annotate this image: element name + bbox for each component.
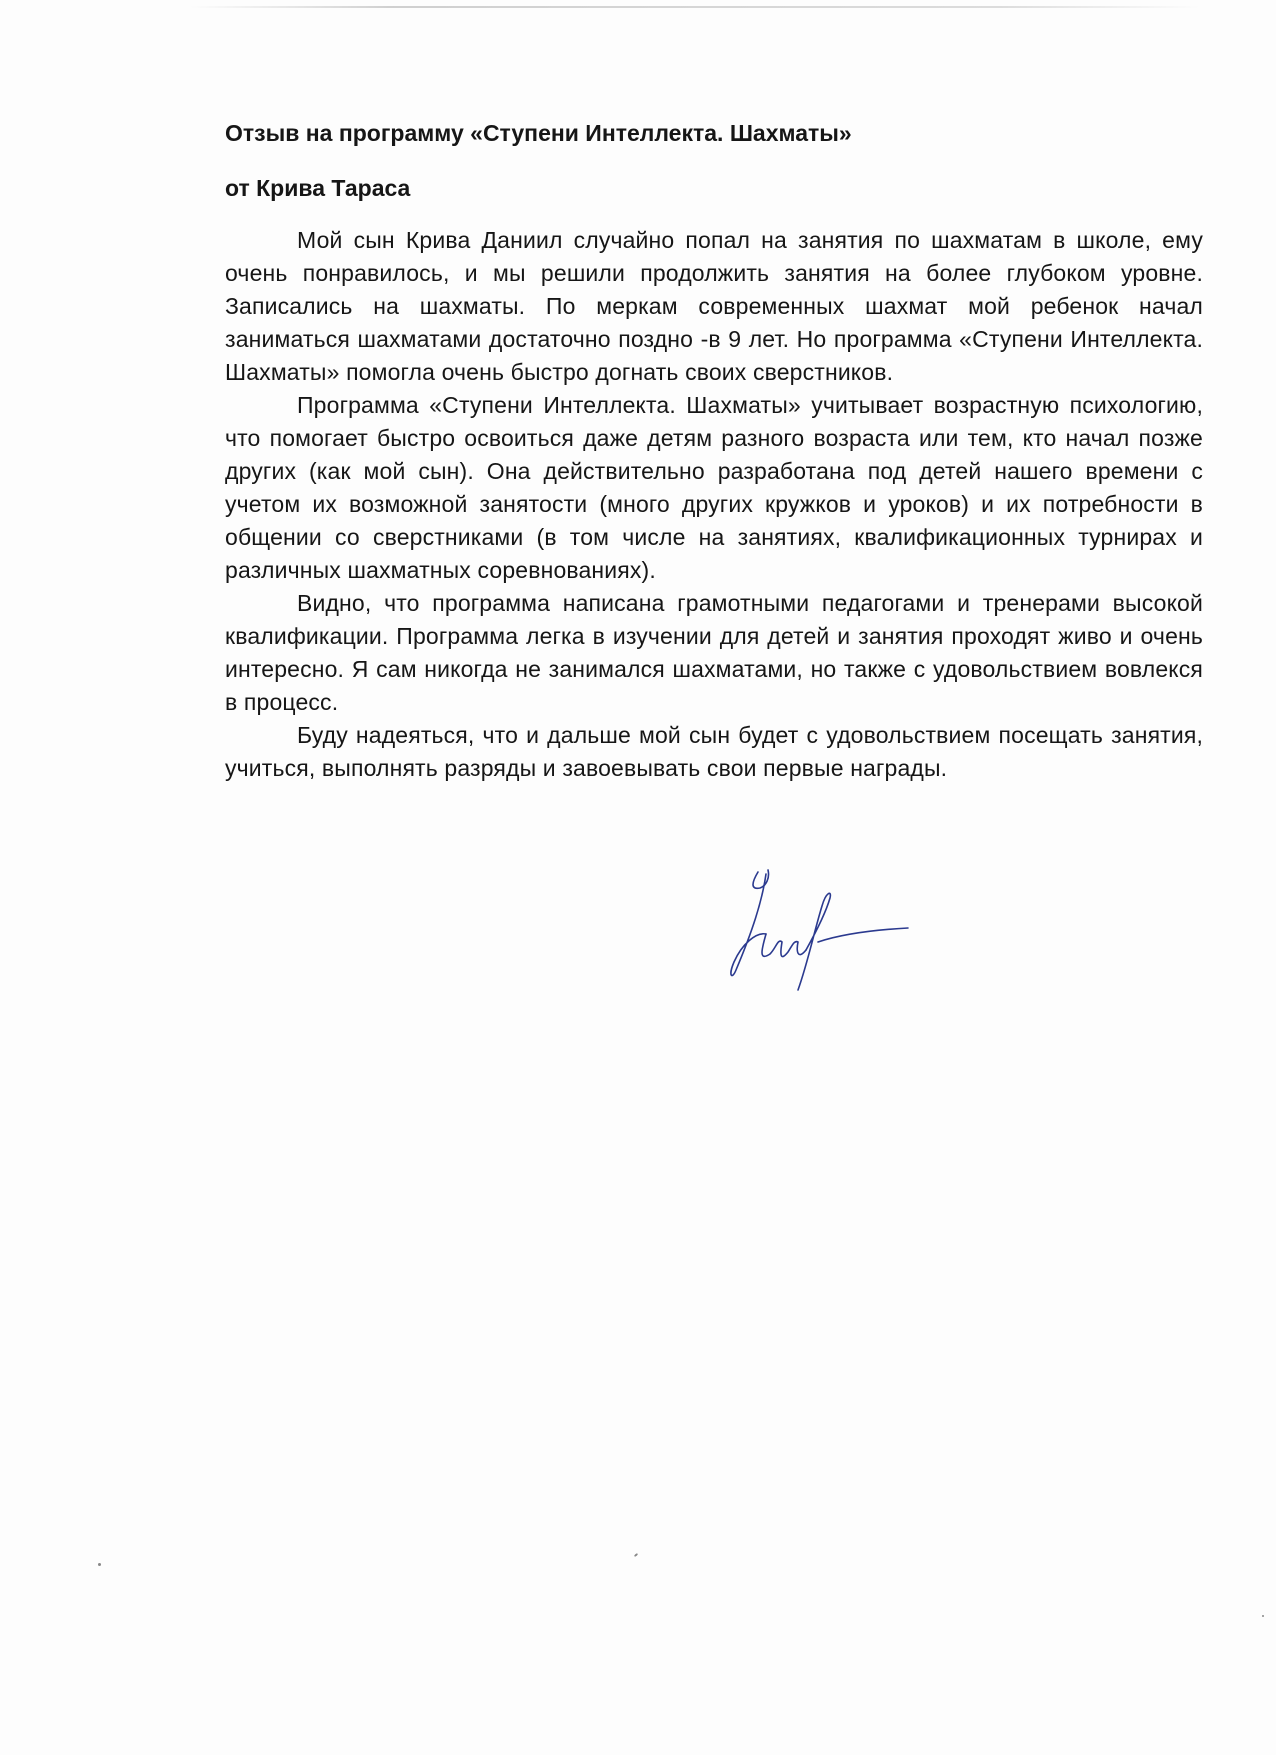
paragraph-2: Программа «Ступени Интеллекта. Шахматы» учитывает возрастную психологию, что помогает быстро освоиться даже детям разного возраста или тем, кто начал позже других (как мой сын). Она действительно разработана под детей нашего времени с учетом их возможной занятости (много других кружков и уроков) и их потребности в общении со сверстниками (в том числе на занятиях, квалификационных турнирах и различных шахматных соревнованиях). (225, 392, 1203, 583)
handwritten-signature (722, 862, 912, 992)
scan-speck (634, 1553, 638, 1557)
scan-speck (1262, 1615, 1264, 1617)
paragraph-4: Буду надеяться, что и дальше мой сын будет с удовольствием посещать занятия, учиться, выполнять разряды и завоевывать свои первые награды. (225, 722, 1203, 781)
scan-speck (98, 1563, 101, 1566)
paragraph-3: Видно, что программа написана грамотными педагогами и тренерами высокой квалификации. Программа легка в изучении для детей и занятия проходят живо и очень интересно. Я сам никогда не занимался шахматами, но также с удовольствием вовлекся в процесс. (225, 590, 1203, 715)
author-line: от Крива Тараса (225, 175, 411, 201)
document-body (225, 118, 1203, 785)
paragraph-1: Мой сын Крива Даниил случайно попал на занятия по шахматам в школе, ему очень понравилось, и мы решили продолжить занятия на более глубоком уровне. Записались на шахматы. По меркам современных шахмат мой ребенок начал заниматься шахматами достаточно поздно -в 9 лет. Но программа «Ступени Интеллекта. Шахматы» помогла очень быстро догнать своих сверстников. (225, 227, 1203, 385)
scan-edge-line (190, 6, 1200, 8)
document-title: Отзыв на программу «Ступени Интеллекта. Шахматы» (225, 120, 852, 146)
